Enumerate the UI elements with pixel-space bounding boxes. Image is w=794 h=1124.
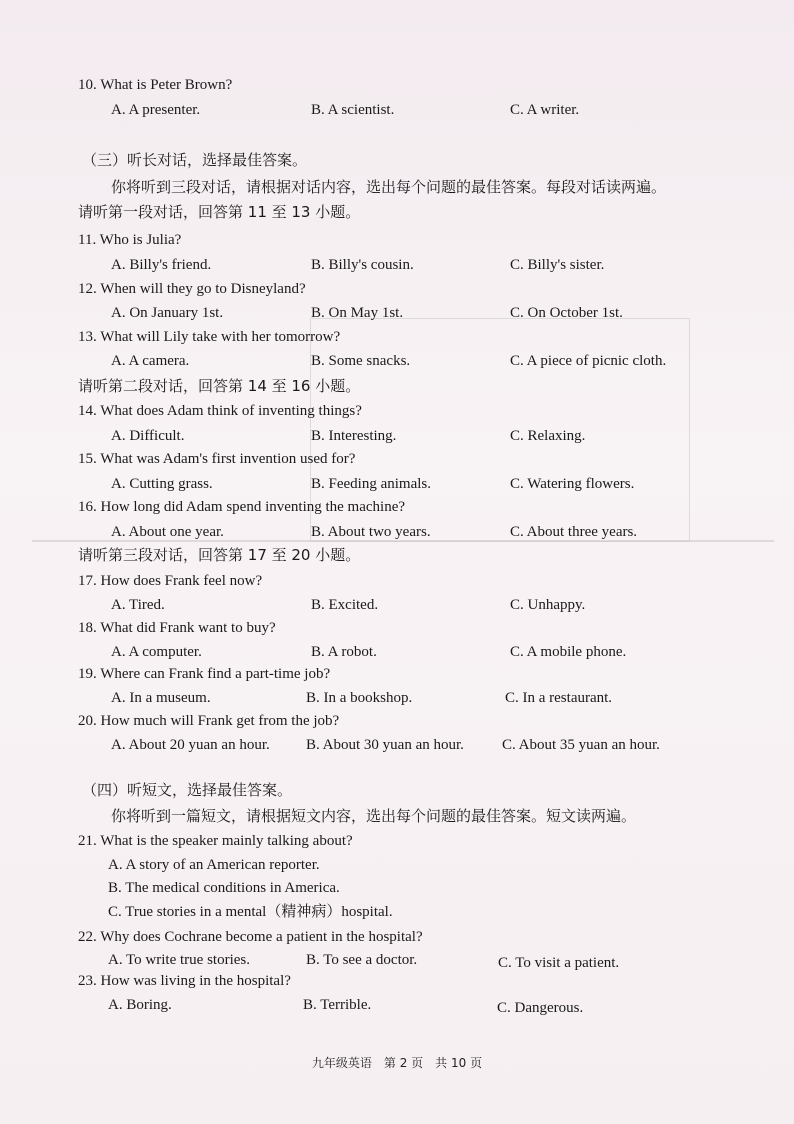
q23-option-c: C. Dangerous. xyxy=(497,1000,584,1016)
q19-option-c: C. In a restaurant. xyxy=(505,690,613,706)
q18-option-b: B. A robot. xyxy=(311,644,377,660)
q10-option-c: C. A writer. xyxy=(510,102,580,118)
q20-option-a: A. About 20 yuan an hour. xyxy=(111,737,270,753)
question-19: 19. Where can Frank find a part-time job? xyxy=(78,666,331,682)
q14-option-c: C. Relaxing. xyxy=(510,428,586,444)
page-footer: 九年级英语 第 2 页 共 10 页 xyxy=(311,1056,483,1070)
q15-option-b: B. Feeding animals. xyxy=(311,476,431,492)
q18-option-c: C. A mobile phone. xyxy=(510,644,627,660)
q10-option-a: A. A presenter. xyxy=(111,102,201,118)
q12-option-b: B. On May 1st. xyxy=(311,305,404,321)
q23-option-b: B. Terrible. xyxy=(303,997,372,1013)
q11-option-a: A. Billy's friend. xyxy=(111,257,212,273)
q16-option-c: C. About three years. xyxy=(510,524,638,540)
q17-option-c: C. Unhappy. xyxy=(510,597,586,613)
q15-option-c: C. Watering flowers. xyxy=(510,476,635,492)
q21-option-c: C. True stories in a mental（精神病）hospital. xyxy=(108,904,393,920)
q11-option-b: B. Billy's cousin. xyxy=(311,257,414,273)
question-16: 16. How long did Adam spend inventing the machine? xyxy=(78,499,406,515)
question-21: 21. What is the speaker mainly talking about? xyxy=(78,833,353,849)
q17-option-a: A. Tired. xyxy=(111,597,165,613)
q20-option-c: C. About 35 yuan an hour. xyxy=(502,737,660,753)
question-13: 13. What will Lily take with her tomorrow? xyxy=(78,329,341,345)
question-14: 14. What does Adam think of inventing things? xyxy=(78,403,362,419)
q14-option-a: A. Difficult. xyxy=(111,428,185,444)
section-3-heading: （三）听长对话，选择最佳答案。 xyxy=(82,151,308,169)
section-4-instruction: 你将听到一篇短文，请根据短文内容，选出每个问题的最佳答案。短文读两遍。 xyxy=(111,807,637,825)
q16-option-b: B. About two years. xyxy=(311,524,431,540)
section-3-instruction: 你将听到三段对话，请根据对话内容，选出每个问题的最佳答案。每段对话读两遍。 xyxy=(111,178,667,196)
q22-option-a: A. To write true stories. xyxy=(108,952,250,968)
q11-option-c: C. Billy's sister. xyxy=(510,257,605,273)
q19-option-b: B. In a bookshop. xyxy=(306,690,413,706)
q19-option-a: A. In a museum. xyxy=(111,690,211,706)
question-15: 15. What was Adam's first invention used for? xyxy=(78,451,356,467)
q12-option-a: A. On January 1st. xyxy=(111,305,224,321)
q22-option-b: B. To see a doctor. xyxy=(306,952,418,968)
q13-option-c: C. A piece of picnic cloth. xyxy=(510,353,667,369)
q18-option-a: A. A computer. xyxy=(111,644,202,660)
q16-option-a: A. About one year. xyxy=(111,524,224,540)
q20-option-b: B. About 30 yuan an hour. xyxy=(306,737,464,753)
q17-option-b: B. Excited. xyxy=(311,597,379,613)
q23-option-a: A. Boring. xyxy=(108,997,172,1013)
q12-option-c: C. On October 1st. xyxy=(510,305,623,321)
section-4-heading: （四）听短文，选择最佳答案。 xyxy=(82,781,293,799)
question-10: 10. What is Peter Brown? xyxy=(78,77,233,93)
question-11: 11. Who is Julia? xyxy=(78,232,182,248)
q13-option-a: A. A camera. xyxy=(111,353,190,369)
dialogue-3-instruction: 请听第三段对话，回答第 17 至 20 小题。 xyxy=(78,546,361,564)
question-18: 18. What did Frank want to buy? xyxy=(78,620,276,636)
q21-option-b: B. The medical conditions in America. xyxy=(108,880,340,896)
q10-option-b: B. A scientist. xyxy=(311,102,395,118)
dialogue-1-instruction: 请听第一段对话，回答第 11 至 13 小题。 xyxy=(78,203,361,221)
question-17: 17. How does Frank feel now? xyxy=(78,573,263,589)
q15-option-a: A. Cutting grass. xyxy=(111,476,213,492)
question-22: 22. Why does Cochrane become a patient in the hospital? xyxy=(78,929,423,945)
question-12: 12. When will they go to Disneyland? xyxy=(78,281,306,297)
question-23: 23. How was living in the hospital? xyxy=(78,973,291,989)
q22-option-c: C. To visit a patient. xyxy=(498,955,620,971)
question-20: 20. How much will Frank get from the job? xyxy=(78,713,340,729)
dialogue-2-instruction: 请听第二段对话，回答第 14 至 16 小题。 xyxy=(78,377,361,395)
q13-option-b: B. Some snacks. xyxy=(311,353,411,369)
q14-option-b: B. Interesting. xyxy=(311,428,397,444)
q21-option-a: A. A story of an American reporter. xyxy=(108,857,320,873)
